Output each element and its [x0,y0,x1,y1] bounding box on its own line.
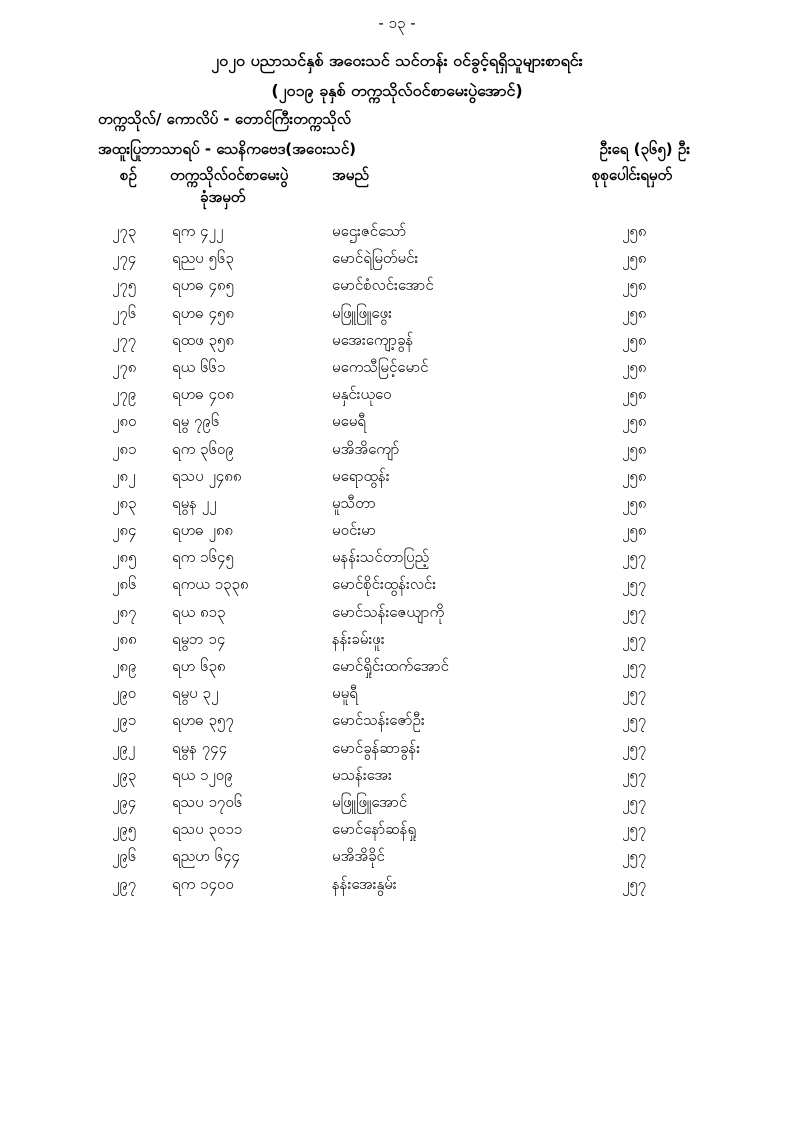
table-row [0,684,794,711]
student-name: နန်းခမ်းဖူး [332,629,385,648]
serial-number: ၂၈၂ [112,466,136,485]
serial-number: ၂၇၈ [112,357,137,376]
student-name: မကေသီမြင့်မောင် [332,357,429,376]
serial-number: ၂၈၄ [112,521,137,540]
table-row [0,657,794,684]
student-name: မောင်စံလင်းအောင် [332,276,434,295]
student-name: မနှင်းယုဝေ [332,385,392,404]
table-row [0,249,794,276]
student-name: နန်းအေးနွမ်း [332,874,397,893]
table-row [0,820,794,847]
total-marks: ၂၅၇ [622,765,647,784]
roll-number: ရဟဓ ၃၅၇ [172,711,234,730]
total-marks: ၂၅၈ [622,412,647,431]
roll-number: ရက ၄၂၂ [172,222,224,240]
table-row [0,412,794,439]
serial-number: ၂၉၅ [112,820,137,839]
header-roll-number-line2: ခုံအမှတ် [200,188,246,206]
total-marks: ၂၅၈ [622,330,647,349]
table-row [0,630,794,657]
roll-number: ရက ၁၄၀၀ [172,874,234,893]
roll-number: ရဟဓ ၄၅၈ [172,303,234,322]
serial-number: ၂၈၁ [112,439,137,458]
table-row [0,521,794,548]
total-marks: ၂၅၇ [622,711,647,730]
student-name: မောင်ရဲမြတ်မင်း [332,249,419,268]
table-row [0,793,794,820]
total-marks: ၂၅၇ [622,820,647,839]
roll-number: ရထဖ ၃၅၈ [172,330,234,349]
total-marks: ၂၅၈ [622,249,647,268]
serial-number: ၂၈၈ [112,629,137,648]
serial-number: ၂၉၃ [112,765,137,784]
student-name: မဝင်းမာ [332,521,376,540]
results-table [0,222,794,902]
table-row [0,331,794,358]
roll-number: ရယ ၁၂၀၉ [172,765,233,784]
serial-number: ၂၇၉ [112,385,137,404]
total-marks: ၂၅၇ [622,602,647,621]
table-row [0,494,794,521]
total-marks: ၂၅၈ [622,357,647,376]
header-serial: စဉ် [120,166,137,184]
serial-number: ၂၈၉ [112,657,137,675]
total-marks: ၂၅၈ [622,493,647,512]
table-row [0,575,794,602]
table-row [0,385,794,412]
total-marks: ၂၅၇ [622,874,647,893]
university-line: တက္ကသိုလ်/ ကောလိပ် - တောင်ကြီးတက္ကသိုလ် [98,110,351,128]
student-name: မသန်းအေး [332,765,392,784]
serial-number: ၂၇၅ [112,276,137,295]
student-name: မမူရီ [332,684,358,703]
total-marks: ၂၅၈ [622,385,647,404]
table-row [0,304,794,331]
roll-number: ရဟဓ ၄၈၅ [172,276,234,295]
student-name: မနန်းသင်တာပြည့် [332,548,430,567]
serial-number: ၂၇၄ [112,249,137,268]
total-marks: ၂၅၈ [622,222,647,240]
serial-number: ၂၉၄ [112,792,137,811]
roll-number: ရသပ ၃၀၁၁ [172,820,243,839]
table-row [0,603,794,630]
table-row [0,847,794,874]
student-name: မောင်သန်းဇော်ဦး [332,711,425,730]
serial-number: ၂၈၇ [112,602,137,621]
student-count: ဦးရေ (၃၆၅) ဦး [599,140,690,158]
roll-number: ရညဟ ၆၄၄ [172,847,240,866]
page-number: - ၁၃ - [378,14,416,32]
total-marks: ၂၅၇ [622,847,647,866]
student-name: မဌေးဇင်သော် [332,222,407,240]
table-row [0,222,794,249]
serial-number: ၂၈၆ [112,575,137,594]
student-name: မမေရီ [332,412,366,431]
document-title: ၂၀၂၀ ပညာသင်နှစ် အဝေးသင် သင်တန်း ဝင်ခွင့်ရရှိသူများစာရင်း [211,51,583,70]
student-name: မအေးကျော့ခွန် [332,330,414,349]
total-marks: ၂၅၈ [622,521,647,540]
major-line: အထူးပြုဘာသာရပ် - သေနိကဗေဒ(အဝေးသင်) [98,140,356,158]
roll-number: ရဟဓ ၂၈၈ [172,521,234,540]
table-row [0,711,794,738]
table-row [0,467,794,494]
roll-number: ရက ၁၆၄၅ [172,548,234,567]
student-name: မောင်သန်းဇေယျာကို [332,602,445,621]
total-marks: ၂၅၇ [622,792,647,811]
roll-number: ရယ ၆၆၁ [172,357,226,376]
roll-number: ရမွ ၇၉၆ [172,412,220,431]
serial-number: ၂၈၅ [112,548,137,567]
serial-number: ၂၇၇ [112,330,137,349]
header-roll-number: တက္ကသိုလ်ဝင်စာမေးပွဲ [170,166,289,184]
roll-number: ရဟ ၆၃၈ [172,657,226,675]
student-name: မောင်ခွန်ဆာခွန်း [332,738,421,757]
total-marks: ၂၅၈ [622,276,647,295]
table-row [0,358,794,385]
roll-number: ရသပ ၁၇၀၆ [172,792,243,811]
total-marks: ၂၅၇ [622,738,647,757]
roll-number: ရမွန ၂၂ [172,493,217,512]
total-marks: ၂၅၈ [622,439,647,458]
serial-number: ၂၉၆ [112,847,137,866]
student-name: မောင်ရှိုင်းထက်အောင် [332,657,449,675]
student-name: မရောထွန်း [332,466,390,485]
roll-number: ရမွဘ ၁၄ [172,629,226,648]
serial-number: ၂၈၃ [112,493,137,512]
roll-number: ရမွန ၇၄၄ [172,738,228,757]
roll-number: ရဟဓ ၄၀၈ [172,385,234,404]
table-row [0,276,794,303]
student-name: မဖြူဖြူအောင် [332,792,408,811]
serial-number: ၂၉၁ [112,711,137,730]
serial-number: ၂၇၆ [112,303,137,322]
header-total-marks: စုစုပေါင်းရမှတ် [592,166,673,184]
total-marks: ၂၅၇ [622,657,647,675]
student-name: မူသီတာ [332,493,376,512]
table-row [0,875,794,902]
total-marks: ၂၅၇ [622,629,647,648]
total-marks: ၂၅၇ [622,684,647,703]
table-row [0,766,794,793]
student-name: မဖြူဖြူဖွေး [332,303,392,322]
serial-number: ၂၉၂ [112,738,136,757]
roll-number: ရမွပ ၃၂ [172,684,219,703]
document-subtitle: (၂၀၁၉ ခုနှစ် တက္ကသိုလ်ဝင်စာမေးပွဲအောင်) [271,81,523,100]
student-name: မအိအိကျော် [332,439,400,458]
student-name: မအိအိခိုင် [332,847,385,866]
table-row [0,440,794,467]
table-row [0,548,794,575]
roll-number: ရညပ ၅၆၃ [172,249,234,268]
total-marks: ၂၅၈ [622,303,647,322]
total-marks: ၂၅၇ [622,548,647,567]
student-name: မောင်နော်ဆန်ရှု [332,820,417,839]
roll-number: ရက ၃၆၀၉ [172,439,234,458]
roll-number: ရယ ၈၁၃ [172,602,226,621]
serial-number: ၂၉၇ [112,874,137,893]
table-row [0,739,794,766]
serial-number: ၂၇၃ [112,222,137,240]
roll-number: ရကယ ၁၃၃၈ [172,575,249,594]
roll-number: ရသပ ၂၄၈၈ [172,466,242,485]
student-name: မောင်စိုင်းထွန်းလင်း [332,575,437,594]
total-marks: ၂၅၇ [622,575,647,594]
total-marks: ၂၅၈ [622,466,647,485]
serial-number: ၂၈၀ [112,412,137,431]
serial-number: ၂၉၀ [112,684,137,703]
header-name: အမည် [332,166,369,184]
